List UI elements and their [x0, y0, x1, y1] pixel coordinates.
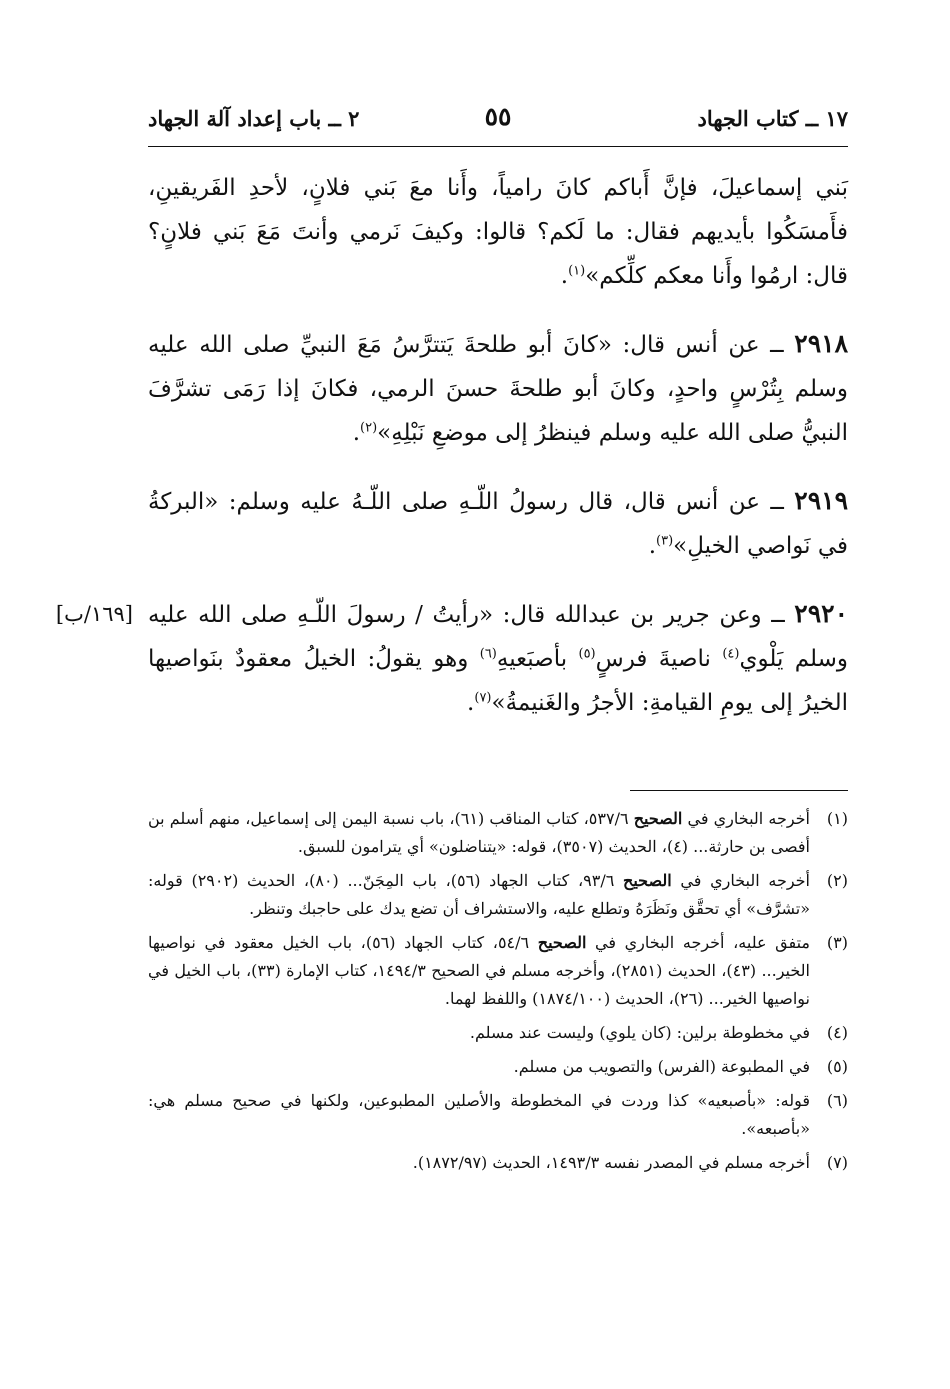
paragraph-end: . [352, 420, 361, 446]
footnote-text: قوله: «بأصبعيه» كذا وردت في المخطوطة والأصلين المطبوعين، ولكنها في صحيح مسلم هي: «بأصبعه». [148, 1091, 810, 1138]
paragraph-continuation [148, 166, 848, 298]
footnote-source-title: الصحيح [633, 809, 683, 828]
footnote-item [148, 805, 848, 861]
section-title: ٢ ــ باب إعداد آلة الجهاد [148, 106, 360, 131]
running-header [148, 100, 848, 144]
footnote-ref[interactable]: (٦) [479, 646, 497, 662]
footnote-ref[interactable]: (٤) [722, 646, 740, 662]
footnote-source-title: الصحيح [623, 871, 672, 890]
footnote-separator [630, 790, 848, 791]
hadith-number: ٢٩٢٠ [794, 599, 848, 628]
footnotes [148, 805, 848, 1183]
footnote-number: (٧) [826, 1153, 848, 1172]
hadith-text: ــ وعن جرير بن عبدالله قال: «رأيتُ / رسولَ اللّـهِ صلى الله عليه وسلم يَلْوي [148, 602, 849, 672]
hadith-2920 [55, 592, 849, 725]
manuscript-folio-note: [١٦٩/ب] [55, 602, 133, 626]
chapter-title: ١٧ ــ كتاب الجهاد [697, 106, 848, 131]
footnote-item [148, 867, 848, 923]
footnote-text: ٥٣٧/٦، كتاب المناقب (٦١)، باب نسبة اليمن إلى إسماعيل، منهم أسلم بن أفصى بن حارثة... (٤)، الحديث (٣٥٠٧)، قوله: «يتناضلون» أي يترامون للسبق. [148, 809, 810, 856]
footnote-text: ٥٤/٦، كتاب الجهاد (٥٦)، باب الخيل معقود في نواصيها الخير... (٤٣)، الحديث (٢٨٥١)، وأخرجه مسلم في الصحيح ١٤٩٤/٣، كتاب الإمارة (٣٣)، باب الخيل في نواصيها الخير... (٢٦)، الحديث (١٨٧٤/١٠٠) واللفظ لهما. [148, 933, 810, 1008]
footnote-ref[interactable]: (٧) [474, 690, 492, 706]
hadith-text: ناصيةَ فرسٍ [595, 646, 723, 672]
main-text [55, 166, 849, 749]
footnote-item [148, 1087, 848, 1143]
hadith-2919 [148, 479, 848, 568]
footnote-number: (٢) [826, 871, 848, 890]
hadith-2918 [148, 322, 848, 455]
footnote-ref[interactable]: (١) [568, 263, 586, 279]
footnote-ref[interactable]: (٥) [578, 646, 596, 662]
footnote-item [148, 1149, 848, 1177]
footnote-text: أخرجه البخاري في [671, 871, 811, 890]
footnote-ref[interactable]: (٣) [656, 533, 674, 549]
paragraph-text: بَني إسماعيلَ، فإنَّ أَباكم كانَ رامياً، وأَنا معَ بَني فلانٍ، لأحدِ الفَريقينِ، فأَمسَكُوا بأيديهم فقال: ما لَكم؟ قالوا: وكيفَ نَرمي وأنتَ مَعَ بَني فلانٍ؟ قال: ارمُوا وأَنا معكم كلِّكم» [148, 175, 848, 289]
footnote-text: في مخطوطة برلين: (كان يلوي) وليست عند مسلم. [469, 1023, 810, 1042]
paragraph-end: . [648, 533, 657, 559]
footnote-text: ٩٣/٦، كتاب الجهاد (٥٦)، باب المِجَنّ... (٨٠)، الحديث (٢٩٠٢) قوله: «تشرَّف» أي تحقَّق ونَظَرَهُ وتطلع عليه، والاستشراف أن تضع يدك على حاجبك وتنظر. [148, 871, 810, 918]
hadith-number: ٢٩١٩ [794, 486, 848, 515]
page-number: ٥٥ [484, 102, 512, 131]
footnote-source-title: الصحيح [537, 933, 587, 952]
footnote-ref[interactable]: (٢) [360, 420, 378, 436]
footnote-text: أخرجه البخاري في [682, 809, 811, 828]
footnote-item [148, 929, 848, 1013]
hadith-text: ــ عن أنس قال: «كانَ أبو طلحةَ يَتترَّسُ مَعَ النبيِّ صلى الله عليه وسلم بِتُرْسٍ واحدٍ، وكانَ أبو طلحةَ حسنَ الرمي، فكانَ إذا رَمَى تشرَّفَ النبيُّ صلى الله عليه وسلم فينظرُ إلى موضعِ نَبْلِهِ» [148, 332, 848, 446]
footnote-number: (٣) [826, 933, 848, 952]
hadith-number: ٢٩١٨ [794, 329, 848, 358]
footnote-number: (٥) [826, 1057, 848, 1076]
header-rule [148, 146, 848, 147]
footnote-number: (١) [826, 809, 848, 828]
hadith-text: وهو يقولُ: الخيلُ معقودٌ بنَواصيها الخيرُ إلى يومِ القيامةِ: الأجرُ والغَنيمةُ» [148, 646, 848, 716]
footnote-number: (٤) [826, 1023, 848, 1042]
footnote-item [148, 1053, 848, 1081]
footnote-text: متفق عليه، أخرجه البخاري في [586, 933, 810, 952]
paragraph-end: . [560, 263, 569, 289]
footnote-item [148, 1019, 848, 1047]
paragraph-end: . [467, 690, 475, 716]
footnote-number: (٦) [826, 1091, 848, 1110]
hadith-text: ــ عن أنس قال، قال رسولُ اللّـهِ صلى اللّـهُ عليه وسلم: «البركةُ في نَواصي الخيلِ» [148, 489, 848, 559]
footnote-text: أخرجه مسلم في المصدر نفسه ١٤٩٣/٣، الحديث (١٨٧٢/٩٧). [412, 1153, 810, 1172]
footnote-text: في المطبوعة (الفرس) والتصويب من مسلم. [513, 1057, 810, 1076]
hadith-text: بأصبَعيهِ [496, 646, 579, 672]
